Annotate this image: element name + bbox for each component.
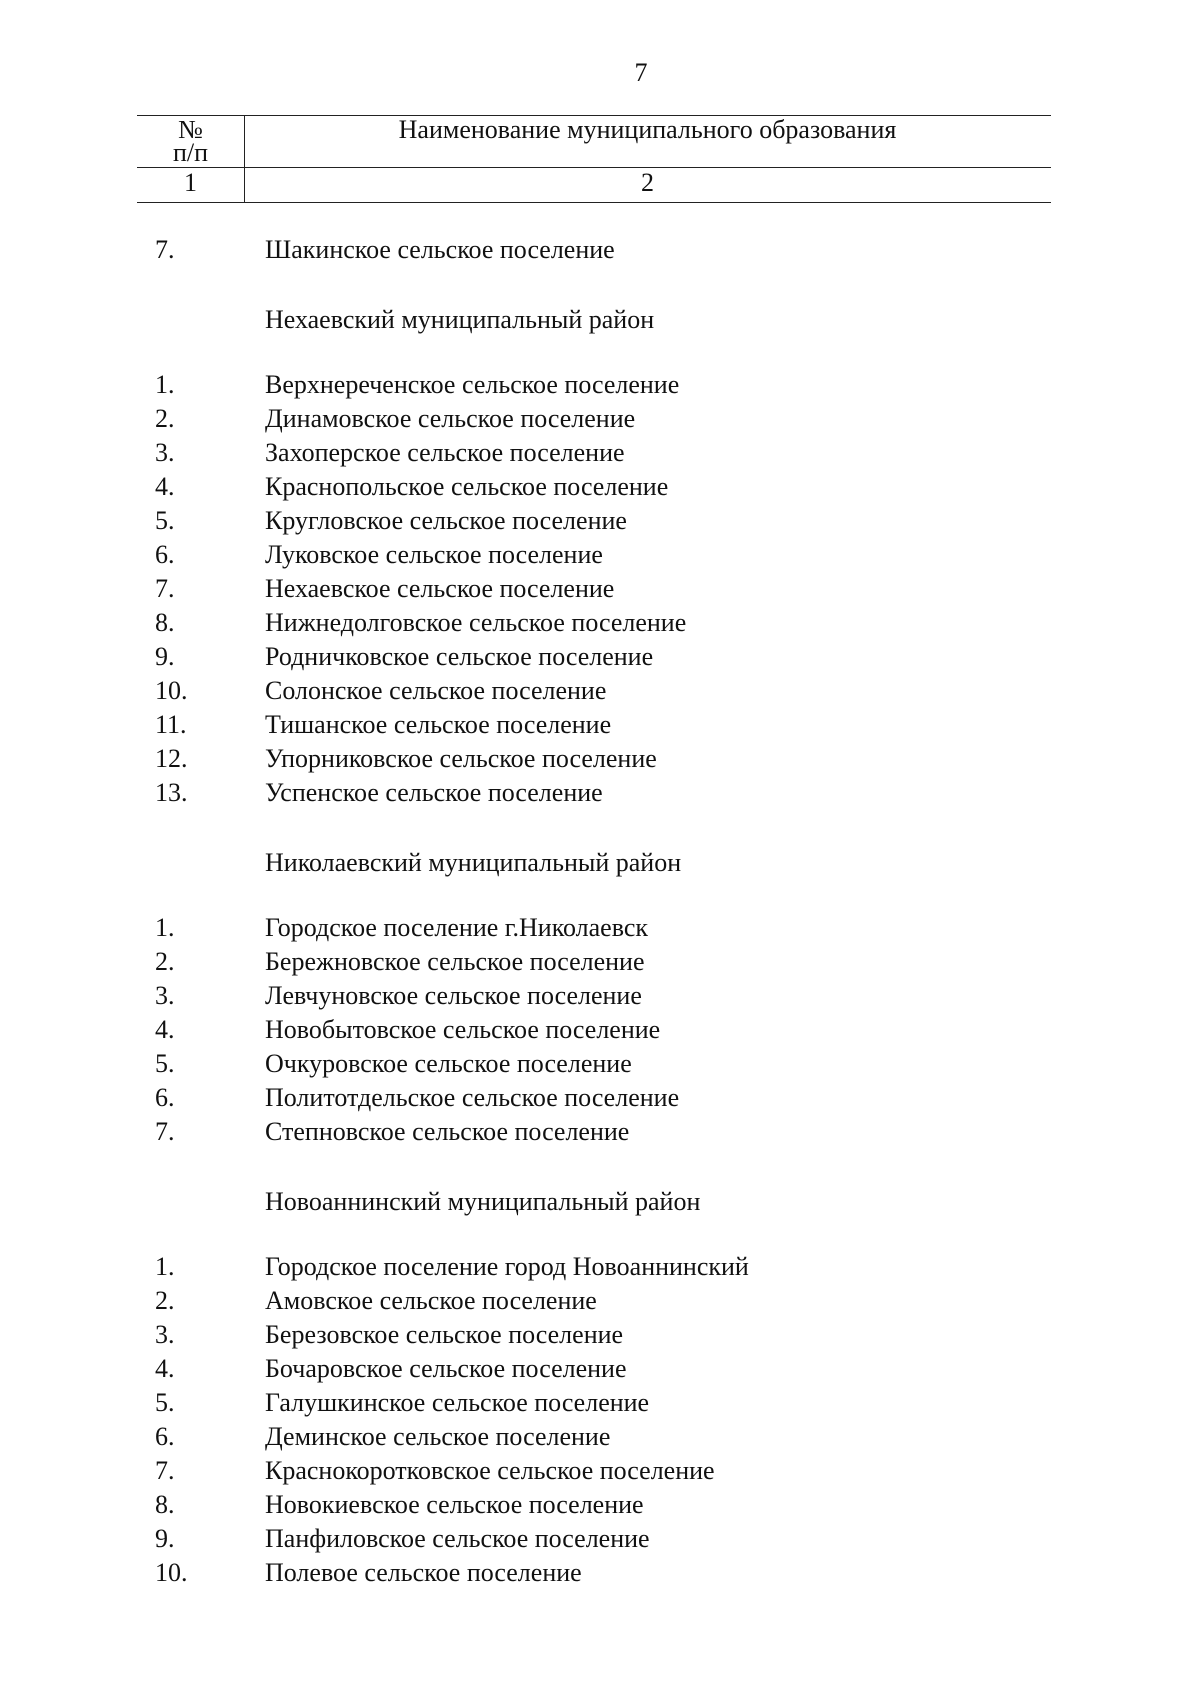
list-item bbox=[0, 1013, 1200, 1047]
item-name: Нехаевское сельское поселение bbox=[265, 574, 615, 603]
list-item bbox=[0, 572, 1200, 606]
list-item bbox=[0, 1318, 1200, 1352]
item-name: Политотдельское сельское поселение bbox=[265, 1083, 680, 1112]
list-item bbox=[0, 674, 1200, 708]
item-name: Краснопольское сельское поселение bbox=[265, 472, 669, 501]
header-pp: п/п bbox=[172, 138, 209, 167]
list-item bbox=[0, 1556, 1200, 1590]
item-name: Бережновское сельское поселение bbox=[265, 947, 645, 976]
item-name: Очкуровское сельское поселение bbox=[265, 1049, 632, 1078]
item-name: Левчуновское сельское поселение bbox=[265, 981, 642, 1010]
list-item bbox=[0, 1522, 1200, 1556]
district-heading: Николаевский муниципальный район bbox=[265, 848, 682, 877]
item-number: 6. bbox=[155, 1422, 175, 1451]
list-item bbox=[0, 979, 1200, 1013]
item-name: Новокиевское сельское поселение bbox=[265, 1490, 644, 1519]
item-number: 7. bbox=[155, 1117, 175, 1146]
item-name: Динамовское сельское поселение bbox=[265, 404, 636, 433]
list-item bbox=[0, 640, 1200, 674]
item-name: Нижнедолговское сельское поселение bbox=[265, 608, 687, 637]
list-item bbox=[0, 911, 1200, 945]
item-number: 6. bbox=[155, 1083, 175, 1112]
item-number: 1. bbox=[155, 370, 175, 399]
list-item bbox=[0, 1115, 1200, 1149]
item-name: Солонское сельское поселение bbox=[265, 676, 607, 705]
district-heading: Нехаевский муниципальный район bbox=[265, 305, 655, 334]
list-item bbox=[0, 504, 1200, 538]
item-name: Панфиловское сельское поселение bbox=[265, 1524, 650, 1553]
item-name: Березовское сельское поселение bbox=[265, 1320, 624, 1349]
page-number: 7 bbox=[634, 58, 648, 87]
item-number: 4. bbox=[155, 1015, 175, 1044]
list-item bbox=[0, 1081, 1200, 1115]
list-item bbox=[0, 402, 1200, 436]
item-name: Тишанское сельское поселение bbox=[265, 710, 612, 739]
item-number: 1. bbox=[155, 913, 175, 942]
item-number: 12. bbox=[155, 744, 188, 773]
item-name: Полевое сельское поселение bbox=[265, 1558, 582, 1587]
list-item bbox=[0, 368, 1200, 402]
item-name: Захоперское сельское поселение bbox=[265, 438, 625, 467]
item-number: 4. bbox=[155, 1354, 175, 1383]
item-number: 7. bbox=[155, 235, 175, 264]
list-item bbox=[0, 1488, 1200, 1522]
item-number: 2. bbox=[155, 1286, 175, 1315]
list-item bbox=[0, 945, 1200, 979]
item-number: 5. bbox=[155, 1049, 175, 1078]
list-item bbox=[0, 1454, 1200, 1488]
list-item bbox=[0, 1250, 1200, 1284]
list-item bbox=[0, 776, 1200, 810]
list-item bbox=[0, 233, 1200, 267]
item-number: 2. bbox=[155, 947, 175, 976]
header-index-2: 2 bbox=[641, 168, 654, 197]
header-name-column: Наименование муниципального образования bbox=[398, 115, 897, 144]
list-item bbox=[0, 1047, 1200, 1081]
item-number: 3. bbox=[155, 1320, 175, 1349]
item-name: Шакинское сельское поселение bbox=[265, 235, 615, 264]
list-item bbox=[0, 436, 1200, 470]
item-name: Городское поселение г.Николаевск bbox=[265, 913, 649, 942]
item-number: 8. bbox=[155, 608, 175, 637]
header-number-sign: № bbox=[178, 115, 203, 144]
list-item bbox=[0, 1284, 1200, 1318]
list-item bbox=[0, 1420, 1200, 1454]
list-item bbox=[0, 470, 1200, 504]
item-name: Амовское сельское поселение bbox=[265, 1286, 597, 1315]
item-name: Успенское сельское поселение bbox=[265, 778, 603, 807]
item-number: 7. bbox=[155, 1456, 175, 1485]
item-number: 5. bbox=[155, 1388, 175, 1417]
item-number: 6. bbox=[155, 540, 175, 569]
district-heading: Новоаннинский муниципальный район bbox=[265, 1187, 701, 1216]
item-name: Краснокоротковское сельское поселение bbox=[265, 1456, 715, 1485]
item-name: Кругловское сельское поселение bbox=[265, 506, 627, 535]
list-item bbox=[0, 538, 1200, 572]
header-index-1: 1 bbox=[184, 168, 197, 197]
list-item bbox=[0, 708, 1200, 742]
item-number: 3. bbox=[155, 438, 175, 467]
item-number: 13. bbox=[155, 778, 188, 807]
item-number: 7. bbox=[155, 574, 175, 603]
list-item bbox=[0, 606, 1200, 640]
item-name: Луковское сельское поселение bbox=[265, 540, 603, 569]
item-number: 5. bbox=[155, 506, 175, 535]
item-number: 10. bbox=[155, 676, 188, 705]
item-name: Галушкинское сельское поселение bbox=[265, 1388, 650, 1417]
item-name: Деминское сельское поселение bbox=[265, 1422, 611, 1451]
item-number: 3. bbox=[155, 981, 175, 1010]
list-item bbox=[0, 1352, 1200, 1386]
item-number: 8. bbox=[155, 1490, 175, 1519]
item-number: 9. bbox=[155, 1524, 175, 1553]
list-item bbox=[0, 742, 1200, 776]
item-name: Бочаровское сельское поселение bbox=[265, 1354, 627, 1383]
item-name: Новобытовское сельское поселение bbox=[265, 1015, 661, 1044]
item-number: 4. bbox=[155, 472, 175, 501]
item-number: 1. bbox=[155, 1252, 175, 1281]
item-name: Упорниковское сельское поселение bbox=[265, 744, 657, 773]
item-name: Городское поселение город Новоаннинский bbox=[265, 1252, 749, 1281]
item-name: Родничковское сельское поселение bbox=[265, 642, 654, 671]
list-item bbox=[0, 1386, 1200, 1420]
item-number: 10. bbox=[155, 1558, 188, 1587]
item-name: Верхнереченское сельское поселение bbox=[265, 370, 680, 399]
item-name: Степновское сельское поселение bbox=[265, 1117, 630, 1146]
item-number: 2. bbox=[155, 404, 175, 433]
item-number: 11. bbox=[155, 710, 187, 739]
item-number: 9. bbox=[155, 642, 175, 671]
